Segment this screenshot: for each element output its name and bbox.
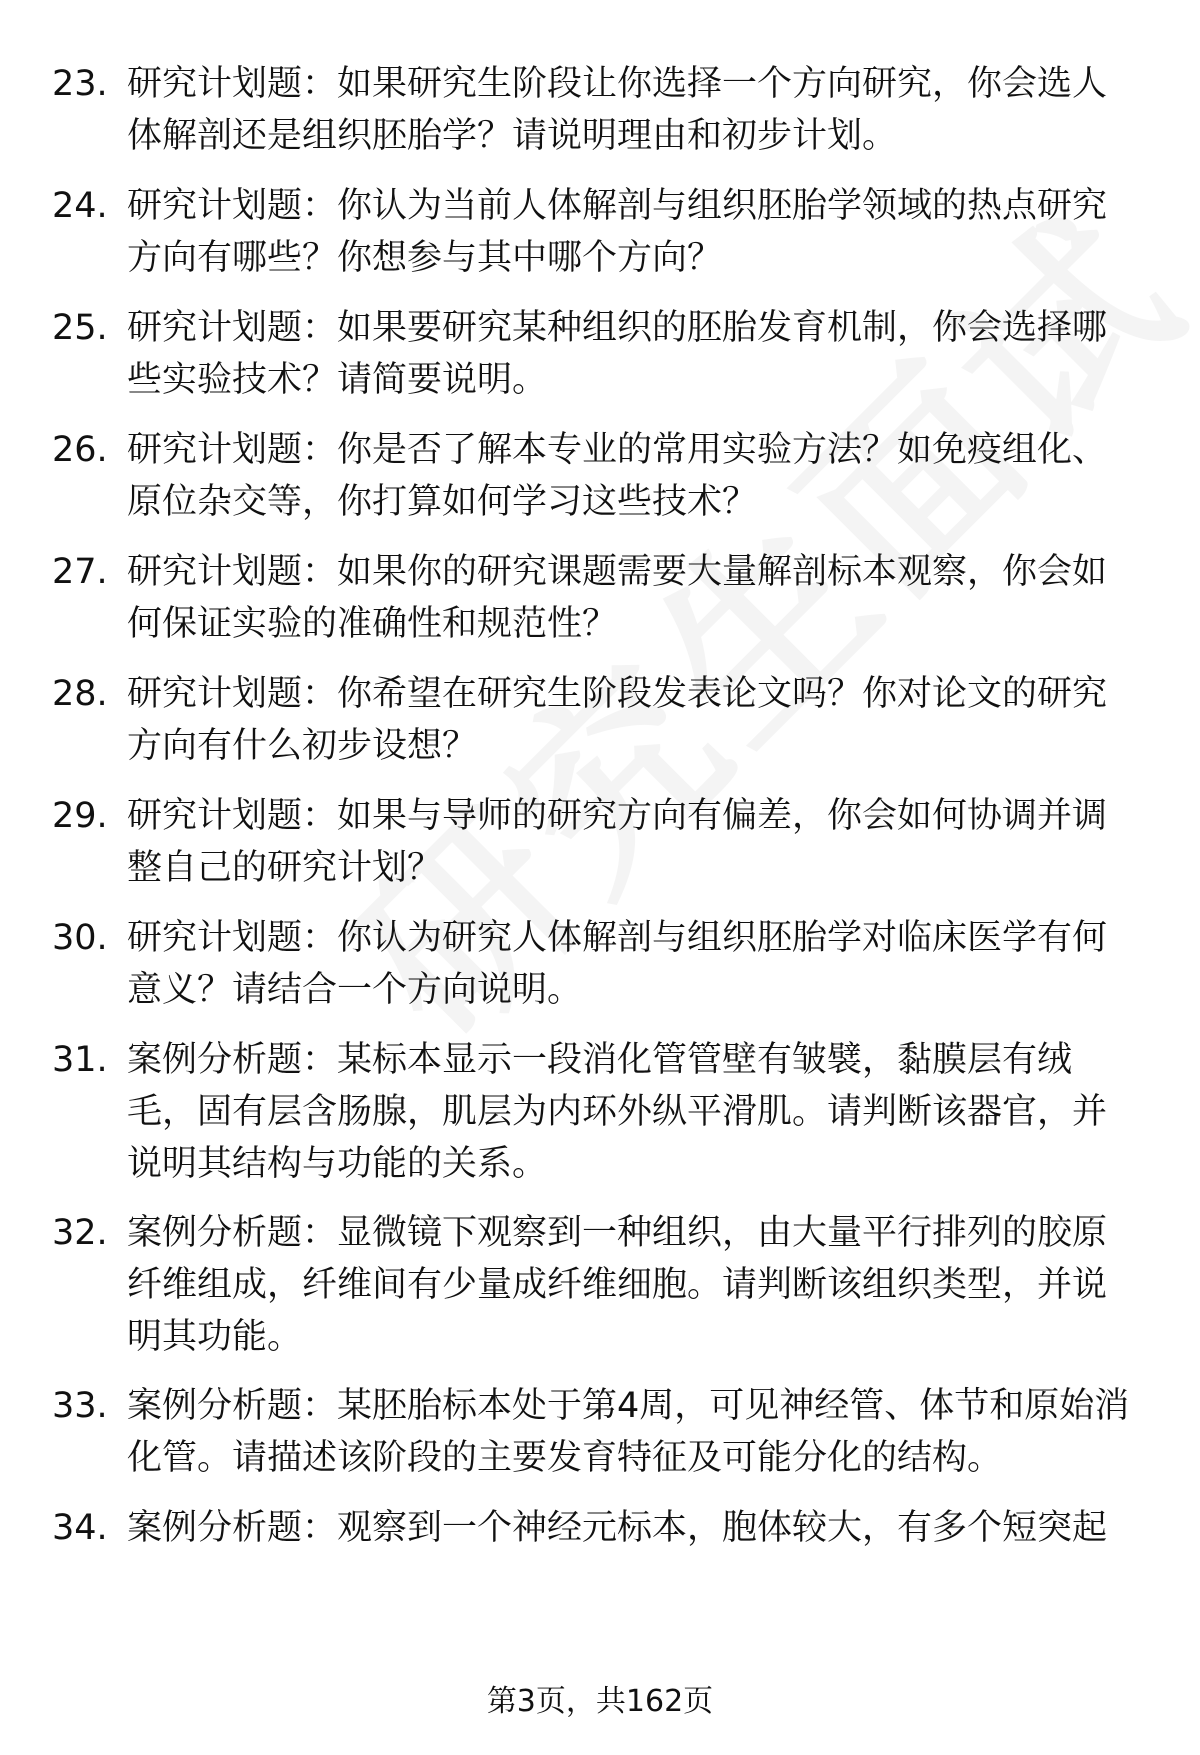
question-item bbox=[0, 912, 1200, 1034]
question-item bbox=[0, 1380, 1200, 1502]
question-line: 体解剖还是组织胚胎学？请说明理由和初步计划。 bbox=[127, 116, 898, 156]
question-line: 方向有哪些？你想参与其中哪个方向？ bbox=[127, 238, 723, 278]
question-line: 研究计划题：如果研究生阶段让你选择一个方向研究，你会选人 bbox=[127, 64, 1108, 104]
question-text bbox=[127, 1034, 1160, 1190]
question-line: 研究计划题：如果与导师的研究方向有偏差，你会如何协调并调 bbox=[127, 796, 1108, 836]
question-number: 28. bbox=[52, 674, 108, 714]
question-text bbox=[127, 180, 1160, 284]
question-number: 29. bbox=[52, 796, 108, 836]
question-item bbox=[0, 1034, 1200, 1207]
question-text bbox=[127, 912, 1160, 1016]
question-number: 25. bbox=[52, 308, 108, 348]
question-line: 研究计划题：你希望在研究生阶段发表论文吗？你对论文的研究 bbox=[127, 674, 1108, 714]
question-number: 32. bbox=[52, 1213, 108, 1253]
question-line: 研究计划题：如果你的研究课题需要大量解剖标本观察，你会如 bbox=[127, 552, 1108, 592]
question-line: 研究计划题：如果要研究某种组织的胚胎发育机制，你会选择哪 bbox=[127, 308, 1108, 348]
question-item bbox=[0, 1502, 1200, 1624]
question-item bbox=[0, 58, 1200, 180]
question-number: 26. bbox=[52, 430, 108, 470]
question-line: 些实验技术？请简要说明。 bbox=[127, 360, 548, 400]
question-line: 案例分析题：显微镜下观察到一种组织，由大量平行排列的胶原 bbox=[127, 1213, 1108, 1253]
question-item bbox=[0, 180, 1200, 302]
question-text bbox=[127, 1380, 1160, 1484]
question-item bbox=[0, 302, 1200, 424]
question-number: 31. bbox=[52, 1040, 108, 1080]
question-line: 研究计划题：你认为研究人体解剖与组织胚胎学对临床医学有何 bbox=[127, 918, 1108, 958]
question-line: 意义？请结合一个方向说明。 bbox=[127, 970, 583, 1010]
question-item bbox=[0, 790, 1200, 912]
question-line: 案例分析题：观察到一个神经元标本，胞体较大，有多个短突起 bbox=[127, 1508, 1108, 1548]
question-item bbox=[0, 668, 1200, 790]
question-number: 23. bbox=[52, 64, 108, 104]
question-text bbox=[127, 1502, 1160, 1554]
question-number: 30. bbox=[52, 918, 108, 958]
question-text bbox=[127, 58, 1160, 162]
question-line: 毛，固有层含肠腺，肌层为内环外纵平滑肌。请判断该器官，并 bbox=[127, 1092, 1108, 1132]
question-line: 何保证实验的准确性和规范性？ bbox=[127, 604, 618, 644]
question-list bbox=[0, 58, 1200, 1624]
question-text bbox=[127, 668, 1160, 772]
question-line: 说明其结构与功能的关系。 bbox=[127, 1144, 548, 1184]
question-number: 34. bbox=[52, 1508, 108, 1548]
question-line: 化管。请描述该阶段的主要发育特征及可能分化的结构。 bbox=[127, 1438, 1003, 1478]
question-line: 研究计划题：你是否了解本专业的常用实验方法？如免疫组化、 bbox=[127, 430, 1108, 470]
question-text bbox=[127, 424, 1160, 528]
question-line: 纤维组成，纤维间有少量成纤维细胞。请判断该组织类型，并说 bbox=[127, 1265, 1108, 1305]
question-text bbox=[127, 546, 1160, 650]
question-line: 原位杂交等，你打算如何学习这些技术？ bbox=[127, 482, 758, 522]
question-number: 24. bbox=[52, 186, 108, 226]
question-number: 33. bbox=[52, 1386, 108, 1426]
question-item bbox=[0, 546, 1200, 668]
question-item bbox=[0, 1207, 1200, 1380]
question-line: 整自己的研究计划？ bbox=[127, 848, 443, 888]
question-text bbox=[127, 1207, 1160, 1363]
question-line: 研究计划题：你认为当前人体解剖与组织胚胎学领域的热点研究 bbox=[127, 186, 1108, 226]
question-line: 案例分析题：某胚胎标本处于第4周，可见神经管、体节和原始消 bbox=[127, 1386, 1130, 1426]
question-number: 27. bbox=[52, 552, 108, 592]
question-text bbox=[127, 302, 1160, 406]
question-text bbox=[127, 790, 1160, 894]
question-line: 明其功能。 bbox=[127, 1317, 303, 1357]
question-line: 方向有什么初步设想？ bbox=[127, 726, 478, 766]
question-line: 案例分析题：某标本显示一段消化管管壁有皱襞，黏膜层有绒 bbox=[127, 1040, 1073, 1080]
page-footer: 第3页，共162页 bbox=[486, 1684, 714, 1719]
question-item bbox=[0, 424, 1200, 546]
